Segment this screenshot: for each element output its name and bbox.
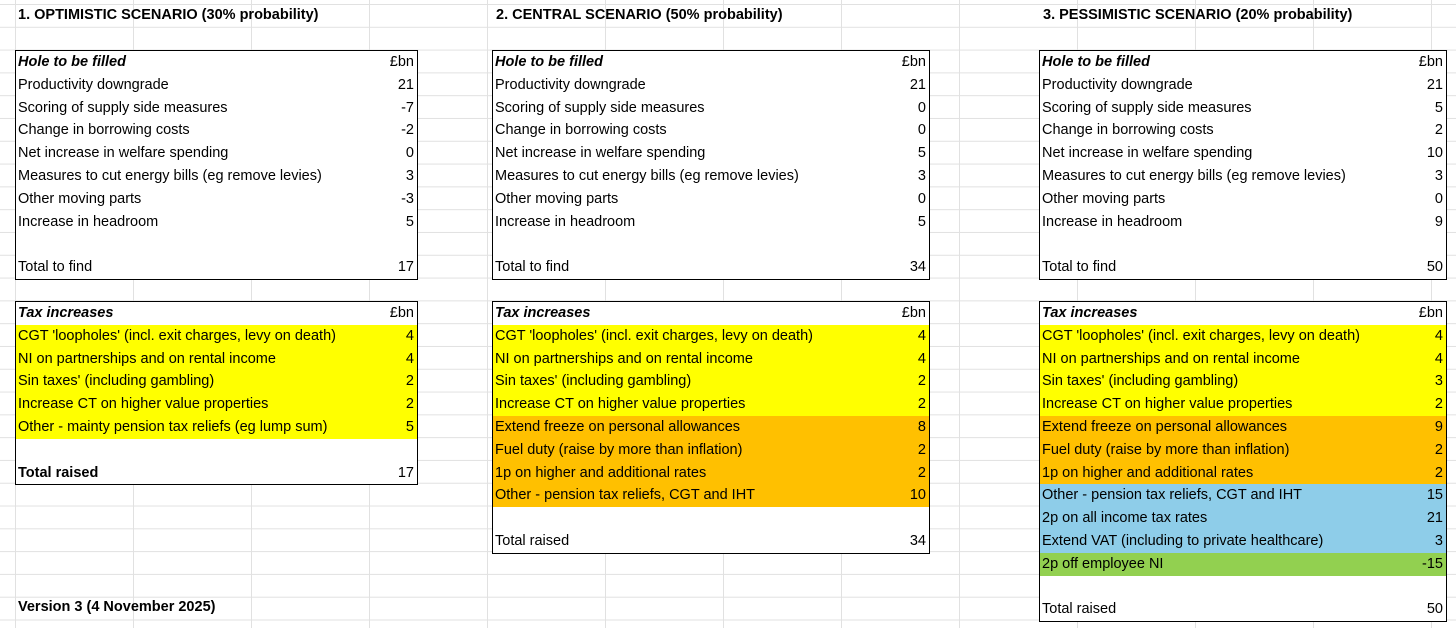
row-label: Net increase in welfare spending: [495, 145, 706, 162]
hole-total-row: [493, 256, 929, 279]
row-value: 10: [1426, 145, 1443, 162]
row-label: Other moving parts: [1042, 190, 1166, 207]
row-label: Increase in headroom: [495, 213, 636, 230]
row-label: Tax increases: [495, 305, 591, 321]
row-label: Extend VAT (including to private healthcare): [1042, 532, 1324, 549]
row-value: 8: [917, 418, 926, 435]
row-value: 4: [917, 350, 926, 367]
tax-row: [1040, 530, 1446, 553]
row-label: 2p on all income tax rates: [1042, 510, 1208, 527]
row-label: Measures to cut energy bills (eg remove levies): [1042, 167, 1346, 184]
row-label: Measures to cut energy bills (eg remove levies): [18, 167, 322, 184]
row-label: Net increase in welfare spending: [18, 145, 229, 162]
blank-row: [493, 233, 929, 256]
hole-row: [1040, 165, 1446, 188]
row-value: 2: [1434, 396, 1443, 413]
row-label: Productivity downgrade: [18, 76, 169, 93]
tax-row: [493, 348, 929, 371]
hole-row: [1040, 119, 1446, 142]
row-value: 0: [1434, 190, 1443, 207]
hole-row: [493, 188, 929, 211]
row-value: 2: [917, 441, 926, 458]
tax-row: [493, 439, 929, 462]
blank-row: [1040, 576, 1446, 599]
row-label: Increase in headroom: [18, 213, 159, 230]
hole-row: [16, 142, 417, 165]
blank-row: [16, 233, 417, 256]
row-label: Tax increases: [18, 305, 114, 321]
row-label: Other - mainty pension tax reliefs (eg lump sum): [18, 418, 328, 435]
row-value: 17: [397, 259, 414, 276]
row-label: Other moving parts: [18, 190, 142, 207]
row-label: Change in borrowing costs: [495, 122, 667, 139]
hole-row: [1040, 211, 1446, 234]
hole-row: [16, 165, 417, 188]
row-value: 2: [1434, 441, 1443, 458]
row-value: 15: [1426, 487, 1443, 504]
row-value: 21: [1426, 510, 1443, 527]
row-value: 21: [909, 76, 926, 93]
blank-row: [16, 439, 417, 462]
row-label: Sin taxes' (including gambling): [495, 373, 692, 390]
row-label: 1p on higher and additional rates: [495, 464, 707, 481]
row-value: 3: [1434, 167, 1443, 184]
hole-header-row: [16, 51, 417, 74]
tax-total-row: [493, 530, 929, 553]
tax-row: [1040, 416, 1446, 439]
row-value: £bn: [1418, 54, 1443, 70]
tax-row: [1040, 370, 1446, 393]
row-value: 21: [1426, 76, 1443, 93]
row-value: -7: [401, 99, 414, 116]
row-value: 3: [1434, 532, 1443, 549]
row-value: 5: [405, 213, 414, 230]
row-label: Scoring of supply side measures: [495, 99, 705, 116]
hole-row: [16, 97, 417, 120]
row-label: Total raised: [18, 464, 99, 481]
row-label: Fuel duty (raise by more than inflation): [495, 441, 743, 458]
blank-row: [493, 507, 929, 530]
tax-row: [16, 416, 417, 439]
row-label: CGT 'loopholes' (incl. exit charges, levy on death): [18, 327, 336, 344]
hole-row: [16, 188, 417, 211]
row-value: 9: [1434, 418, 1443, 435]
hole-row: [493, 165, 929, 188]
row-value: £bn: [901, 305, 926, 321]
row-label: 2p off employee NI: [1042, 555, 1164, 572]
row-label: Increase CT on higher value properties: [1042, 396, 1293, 413]
row-label: Total to find: [495, 259, 570, 276]
scenario-2-title: 2. CENTRAL SCENARIO (50% probability): [496, 7, 783, 23]
row-value: 3: [405, 167, 414, 184]
row-value: 4: [405, 350, 414, 367]
tax-row: [1040, 462, 1446, 485]
row-value: 3: [1434, 373, 1443, 390]
row-label: CGT 'loopholes' (incl. exit charges, levy on death): [495, 327, 813, 344]
tax-row: [493, 416, 929, 439]
tax-header-row: [493, 302, 929, 325]
tax-row: [1040, 325, 1446, 348]
hole-row: [1040, 97, 1446, 120]
hole-header-row: [1040, 51, 1446, 74]
row-label: Increase CT on higher value properties: [18, 396, 269, 413]
tax-row: [1040, 393, 1446, 416]
row-label: NI on partnerships and on rental income: [18, 350, 276, 367]
scenario-1-hole-table: [15, 50, 418, 280]
hole-row: [16, 119, 417, 142]
scenario-3-hole-table: [1039, 50, 1447, 280]
row-value: £bn: [901, 54, 926, 70]
scenario-1-title: 1. OPTIMISTIC SCENARIO (30% probability): [18, 7, 319, 23]
row-label: Hole to be filled: [18, 54, 126, 70]
tax-row: [16, 393, 417, 416]
row-value: 4: [1434, 350, 1443, 367]
hole-header-row: [493, 51, 929, 74]
row-label: Total to find: [18, 259, 93, 276]
row-value: 21: [397, 76, 414, 93]
row-value: 0: [917, 190, 926, 207]
tax-row: [1040, 507, 1446, 530]
row-value: -15: [1422, 555, 1443, 572]
row-label: Total raised: [495, 532, 570, 549]
row-label: Other - pension tax reliefs, CGT and IHT: [495, 487, 756, 504]
hole-row: [493, 74, 929, 97]
row-value: 2: [405, 396, 414, 413]
row-value: 5: [405, 418, 414, 435]
tax-row: [1040, 484, 1446, 507]
row-label: 1p on higher and additional rates: [1042, 464, 1254, 481]
hole-row: [16, 211, 417, 234]
scenario-2-tax-table: [492, 301, 930, 554]
row-value: £bn: [1418, 305, 1443, 321]
scenario-1-tax-table: [15, 301, 418, 485]
tax-row: [16, 348, 417, 371]
hole-total-row: [16, 256, 417, 279]
hole-row: [493, 119, 929, 142]
tax-header-row: [1040, 302, 1446, 325]
row-label: Measures to cut energy bills (eg remove levies): [495, 167, 799, 184]
scenario-2-hole-table: [492, 50, 930, 280]
row-value: 5: [917, 145, 926, 162]
hole-row: [493, 142, 929, 165]
row-value: 2: [1434, 122, 1443, 139]
row-label: Change in borrowing costs: [1042, 122, 1214, 139]
hole-row: [1040, 142, 1446, 165]
row-value: 5: [1434, 99, 1443, 116]
tax-total-row: [1040, 598, 1446, 621]
row-value: 17: [397, 464, 414, 481]
tax-row: [16, 370, 417, 393]
row-value: -3: [401, 190, 414, 207]
row-value: 4: [1434, 327, 1443, 344]
tax-header-row: [16, 302, 417, 325]
hole-row: [1040, 74, 1446, 97]
tax-row: [1040, 553, 1446, 576]
row-label: Scoring of supply side measures: [18, 99, 228, 116]
hole-row: [493, 211, 929, 234]
row-value: 3: [917, 167, 926, 184]
tax-row: [493, 484, 929, 507]
row-value: -2: [401, 122, 414, 139]
row-label: Tax increases: [1042, 305, 1138, 321]
tax-row: [1040, 439, 1446, 462]
row-label: Increase in headroom: [1042, 213, 1183, 230]
tax-row: [1040, 348, 1446, 371]
row-label: Productivity downgrade: [1042, 76, 1193, 93]
row-value: 50: [1426, 601, 1443, 618]
scenario-3-tax-table: [1039, 301, 1447, 622]
row-label: Increase CT on higher value properties: [495, 396, 746, 413]
row-label: Other moving parts: [495, 190, 619, 207]
row-label: Sin taxes' (including gambling): [1042, 373, 1239, 390]
row-value: 9: [1434, 213, 1443, 230]
tax-row: [493, 325, 929, 348]
row-value: 4: [405, 327, 414, 344]
row-value: 5: [917, 213, 926, 230]
row-label: Net increase in welfare spending: [1042, 145, 1253, 162]
row-value: 34: [909, 532, 926, 549]
row-value: 10: [909, 487, 926, 504]
row-label: Hole to be filled: [495, 54, 603, 70]
row-value: 50: [1426, 259, 1443, 276]
row-label: Scoring of supply side measures: [1042, 99, 1252, 116]
row-label: NI on partnerships and on rental income: [495, 350, 753, 367]
row-value: 0: [917, 122, 926, 139]
hole-row: [16, 74, 417, 97]
tax-row: [493, 393, 929, 416]
row-value: 2: [917, 396, 926, 413]
row-label: Total raised: [1042, 601, 1117, 618]
row-value: 4: [917, 327, 926, 344]
row-label: Other - pension tax reliefs, CGT and IHT: [1042, 487, 1303, 504]
row-label: CGT 'loopholes' (incl. exit charges, levy on death): [1042, 327, 1360, 344]
row-label: NI on partnerships and on rental income: [1042, 350, 1300, 367]
row-value: 34: [909, 259, 926, 276]
row-value: 0: [917, 99, 926, 116]
version-note: Version 3 (4 November 2025): [18, 599, 216, 615]
hole-total-row: [1040, 256, 1446, 279]
row-value: £bn: [389, 54, 414, 70]
row-label: Total to find: [1042, 259, 1117, 276]
row-label: Change in borrowing costs: [18, 122, 190, 139]
row-value: 2: [405, 373, 414, 390]
row-value: 2: [917, 464, 926, 481]
hole-row: [493, 97, 929, 120]
row-label: Extend freeze on personal allowances: [1042, 418, 1288, 435]
tax-total-row: [16, 462, 417, 485]
row-label: Fuel duty (raise by more than inflation): [1042, 441, 1290, 458]
row-value: 2: [1434, 464, 1443, 481]
row-value: 2: [917, 373, 926, 390]
tax-row: [16, 325, 417, 348]
row-label: Extend freeze on personal allowances: [495, 418, 741, 435]
hole-row: [1040, 188, 1446, 211]
tax-row: [493, 462, 929, 485]
row-label: Hole to be filled: [1042, 54, 1150, 70]
scenario-3-title: 3. PESSIMISTIC SCENARIO (20% probability): [1043, 7, 1353, 23]
row-value: 0: [405, 145, 414, 162]
row-label: Sin taxes' (including gambling): [18, 373, 215, 390]
tax-row: [493, 370, 929, 393]
row-label: Productivity downgrade: [495, 76, 646, 93]
row-value: £bn: [389, 305, 414, 321]
blank-row: [1040, 233, 1446, 256]
